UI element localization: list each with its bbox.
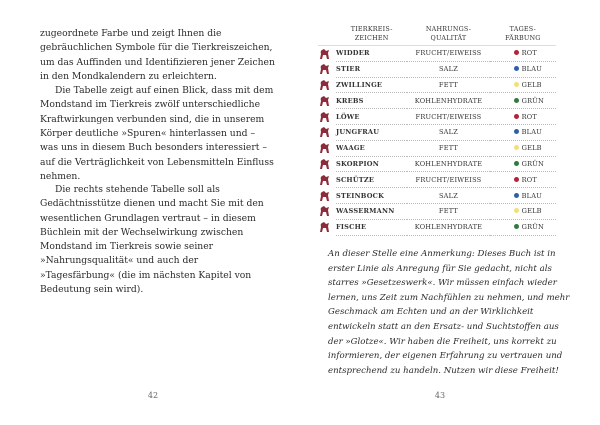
leo-icon (318, 111, 331, 123)
capricorn-icon (318, 190, 331, 202)
color-label: ROT (521, 112, 537, 121)
zodiac-sign: WASSERMANN (336, 203, 407, 219)
day-color (490, 109, 556, 125)
color-dot-icon (514, 145, 519, 150)
day-color (490, 219, 556, 235)
aries-icon (318, 48, 331, 60)
table-row (318, 203, 556, 219)
paragraph-2: Die Tabelle zeigt auf einen Blick, dass mit dem Mondstand im Tierkreis zwölf unterschiedliche Kraftwirkungen verbunden sind, die in unserem Körper deutliche »Spuren« hinterlassen und – was uns in diesem Buch besonders interessiert – auf die Verträglichkeit von Lebensmitteln Einfluss nehmen. (40, 85, 274, 182)
color-dot-icon (514, 82, 519, 87)
day-color (490, 93, 556, 109)
color-label: GELB (521, 207, 542, 216)
icon-cell (318, 124, 336, 140)
zodiac-sign: SCHÜTZE (336, 172, 407, 188)
color-label: BLAU (521, 65, 542, 74)
right-page (300, 0, 600, 425)
zodiac-table (318, 25, 556, 236)
icon-cell (318, 61, 336, 77)
color-dot-icon (514, 208, 519, 213)
table-row (318, 93, 556, 109)
day-color (490, 156, 556, 172)
day-color (490, 203, 556, 219)
virgo-icon (318, 126, 331, 138)
icon-cell (318, 77, 336, 93)
color-dot-icon (514, 66, 519, 71)
table-row (318, 77, 556, 93)
color-dot-icon (514, 193, 519, 198)
food-quality: FRUCHT/EIWEISS (407, 46, 489, 62)
day-color (490, 188, 556, 204)
zodiac-sign: WIDDER (336, 46, 407, 62)
icon-cell (318, 46, 336, 62)
day-color (490, 61, 556, 77)
color-label: BLAU (521, 128, 542, 137)
header-icon-spacer (318, 25, 336, 46)
pisces-icon (318, 221, 331, 233)
icon-cell (318, 140, 336, 156)
icon-cell (318, 109, 336, 125)
header-quality-line1: NAHRUNGS- (425, 25, 472, 33)
header-sign-line2: ZEICHEN (354, 33, 389, 42)
day-color (490, 77, 556, 93)
taurus-icon (318, 63, 331, 75)
table-row (318, 156, 556, 172)
cancer-icon (318, 95, 331, 107)
zodiac-sign: ZWILLINGE (336, 77, 407, 93)
icon-cell (318, 156, 336, 172)
food-quality: KOHLENHYDRATE (407, 93, 489, 109)
color-label: GELB (521, 80, 542, 89)
color-label: GRÜN (521, 96, 544, 105)
table-row (318, 219, 556, 235)
food-quality: SALZ (407, 124, 489, 140)
paragraph-1: zugeordnete Farbe und zeigt Ihnen die gebräuchlichen Symbole für die Tierkreiszeichen, um das Auffinden und Identifizieren jener Zeichen in den Mondkalendern zu erleichtern. (40, 28, 275, 82)
zodiac-sign: FISCHE (336, 219, 407, 235)
food-quality: SALZ (407, 61, 489, 77)
scorpio-icon (318, 158, 331, 170)
zodiac-sign: STEINBOCK (336, 188, 407, 204)
zodiac-sign: WAAGE (336, 140, 407, 156)
table-row (318, 109, 556, 125)
header-sign (336, 25, 407, 46)
icon-cell (318, 172, 336, 188)
food-quality: KOHLENHYDRATE (407, 219, 489, 235)
icon-cell (318, 188, 336, 204)
table-row (318, 124, 556, 140)
header-color-line2: FÄRBUNG (505, 33, 541, 42)
left-body-text-2 (40, 183, 276, 297)
page-number-left: 42 (147, 391, 159, 400)
table-row (318, 46, 556, 62)
color-dot-icon (514, 224, 519, 229)
header-quality (407, 25, 489, 46)
food-quality: KOHLENHYDRATE (407, 156, 489, 172)
table-row (318, 172, 556, 188)
icon-cell (318, 203, 336, 219)
day-color (490, 140, 556, 156)
color-dot-icon (514, 161, 519, 166)
color-label: ROT (521, 175, 537, 184)
color-dot-icon (514, 177, 519, 182)
food-quality: FETT (407, 77, 489, 93)
day-color (490, 124, 556, 140)
table-row (318, 188, 556, 204)
icon-cell (318, 219, 336, 235)
color-label: BLAU (521, 191, 542, 200)
food-quality: SALZ (407, 188, 489, 204)
color-dot-icon (514, 129, 519, 134)
food-quality: FETT (407, 140, 489, 156)
paragraph-3: Die rechts stehende Tabelle soll als Gedächtnisstütze dienen und macht Sie mit den wesentlichen Grundlagen vertraut – in diesem Büchlein mit der Wechselwirkung zwischen Mondstand im Tierkreis sowie seiner »Nahrungsqualität« und auch der »Tagesfärbung« (die im nächsten Kapitel von Bedeutung sein wird). (40, 184, 264, 296)
table-row (318, 140, 556, 156)
gemini-icon (318, 79, 331, 91)
food-quality: FRUCHT/EIWEISS (407, 172, 489, 188)
food-quality: FRUCHT/EIWEISS (407, 109, 489, 125)
icon-cell (318, 93, 336, 109)
color-dot-icon (514, 114, 519, 119)
header-color-line1: TAGES- (509, 25, 536, 33)
left-body-text (40, 27, 276, 184)
zodiac-sign: JUNGFRAU (336, 124, 407, 140)
color-label: GRÜN (521, 159, 544, 168)
color-dot-icon (514, 50, 519, 55)
libra-icon (318, 142, 331, 154)
color-label: GELB (521, 144, 542, 153)
header-quality-line2: QUALITÄT (430, 33, 467, 42)
page-number-right: 43 (434, 391, 446, 400)
zodiac-sign: LÖWE (336, 109, 407, 125)
color-label: ROT (521, 49, 537, 58)
zodiac-sign: SKORPION (336, 156, 407, 172)
table-header-row (318, 25, 556, 46)
day-color (490, 46, 556, 62)
sagittarius-icon (318, 174, 331, 186)
header-color (490, 25, 556, 46)
table-row (318, 61, 556, 77)
color-label: GRÜN (521, 223, 544, 232)
color-dot-icon (514, 98, 519, 103)
food-quality: FETT (407, 203, 489, 219)
zodiac-sign: STIER (336, 61, 407, 77)
aquarius-icon (318, 205, 331, 217)
day-color (490, 172, 556, 188)
header-sign-line1: TIERKREIS- (350, 25, 393, 33)
zodiac-sign: KREBS (336, 93, 407, 109)
note-paragraph: An dieser Stelle eine Anmerkung: Dieses Buch ist in erster Linie als Anregung für Sie gedacht, nicht als starres »Gesetzeswerk«. Wir müssen einfach wieder lernen, uns Zeit zum Nachfühlen zu nehmen, und mehr Geschmack am Echten und an der Wirklichkeit entwickeln statt an den Ersatz- und Suchtstoffen aus der »Glotze«. Wir haben die Freiheit, uns korrekt zu informieren, der eigenen Erfahrung zu vertrauen und entsprechend zu handeln. Nutzen wir diese Freiheit! (328, 249, 570, 376)
